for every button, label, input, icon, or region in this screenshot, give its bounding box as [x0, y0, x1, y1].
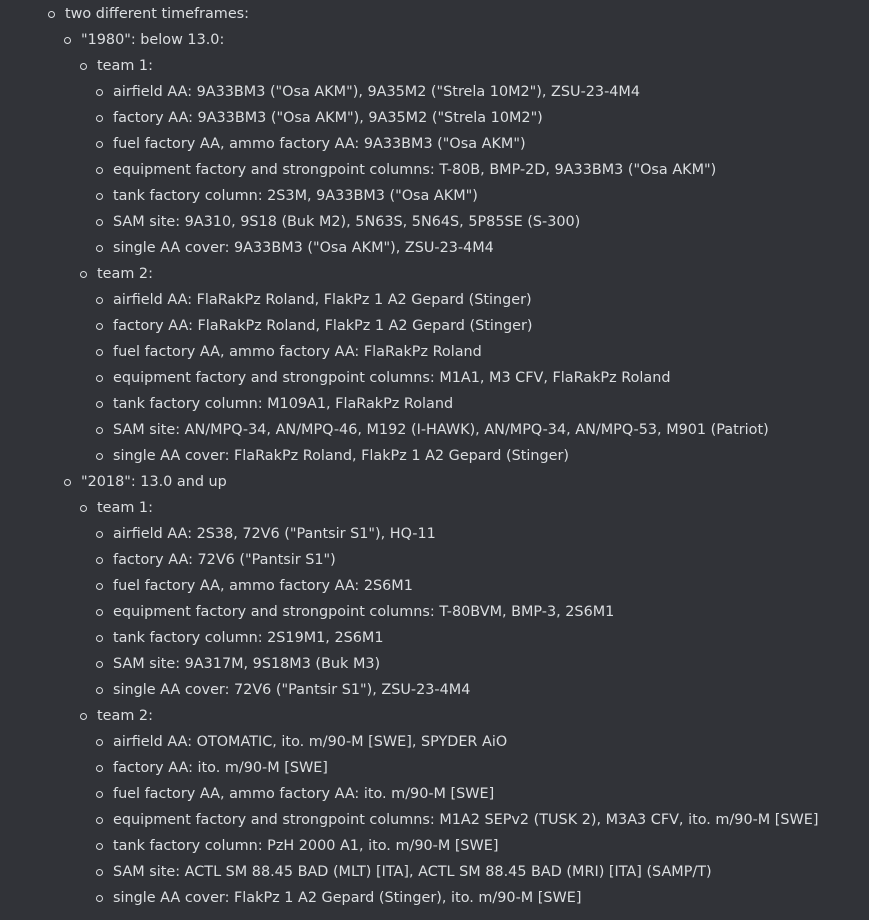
circle-bullet-icon: [96, 245, 103, 252]
list-item: [0, 131, 869, 157]
circle-bullet-icon: [96, 843, 103, 850]
list-item-text: single AA cover: 72V6 ("Pantsir S1"), ZSU-23-4M4: [113, 682, 471, 698]
list-item: [0, 53, 869, 79]
list-item: [0, 573, 869, 599]
list-item-text: factory AA: FlaRakPz Roland, FlakPz 1 A2 Gepard (Stinger): [113, 318, 533, 334]
circle-bullet-icon: [96, 739, 103, 746]
list-item-text: fuel factory AA, ammo factory AA: 2S6M1: [113, 578, 413, 594]
list-item-text: equipment factory and strongpoint columns: M1A1, M3 CFV, FlaRakPz Roland: [113, 370, 671, 386]
list-item: [0, 79, 869, 105]
list-item-text: tank factory column: 2S3M, 9A33BM3 ("Osa AKM"): [113, 188, 478, 204]
list-item: [0, 729, 869, 755]
circle-bullet-icon: [96, 791, 103, 798]
list-item-text: SAM site: 9A310, 9S18 (Buk M2), 5N63S, 5N64S, 5P85SE (S-300): [113, 214, 581, 230]
list-item-text: tank factory column: M109A1, FlaRakPz Roland: [113, 396, 454, 412]
list-item: [0, 1, 869, 27]
list-item-text: factory AA: 9A33BM3 ("Osa AKM"), 9A35M2 ("Strela 10M2"): [113, 110, 543, 126]
list-item: [0, 27, 869, 53]
circle-bullet-icon: [96, 323, 103, 330]
circle-bullet-icon: [80, 63, 87, 70]
circle-bullet-icon: [96, 141, 103, 148]
circle-bullet-icon: [96, 765, 103, 772]
circle-bullet-icon: [96, 609, 103, 616]
circle-bullet-icon: [96, 895, 103, 902]
list-item: [0, 807, 869, 833]
circle-bullet-icon: [96, 453, 103, 460]
list-item: [0, 287, 869, 313]
circle-bullet-icon: [80, 505, 87, 512]
circle-bullet-icon: [80, 271, 87, 278]
list-item: [0, 521, 869, 547]
list-item: [0, 313, 869, 339]
circle-bullet-icon: [48, 11, 55, 18]
list-item-text: single AA cover: 9A33BM3 ("Osa AKM"), ZSU-23-4M4: [113, 240, 494, 256]
list-item: [0, 469, 869, 495]
circle-bullet-icon: [96, 115, 103, 122]
list-item-text: team 1:: [97, 58, 153, 74]
list-item: [0, 703, 869, 729]
circle-bullet-icon: [96, 193, 103, 200]
list-item: [0, 417, 869, 443]
list-item-text: two different timeframes:: [65, 6, 250, 22]
list-item: [0, 391, 869, 417]
list-item-text: fuel factory AA, ammo factory AA: ito. m/90-M [SWE]: [113, 786, 495, 802]
list-item: [0, 495, 869, 521]
list-item-text: "1980": below 13.0:: [81, 32, 225, 48]
list-item: [0, 547, 869, 573]
circle-bullet-icon: [96, 349, 103, 356]
circle-bullet-icon: [96, 219, 103, 226]
circle-bullet-icon: [96, 375, 103, 382]
circle-bullet-icon: [96, 869, 103, 876]
list-item: [0, 833, 869, 859]
list-item-text: factory AA: 72V6 ("Pantsir S1"): [113, 552, 336, 568]
list-item: [0, 625, 869, 651]
circle-bullet-icon: [96, 401, 103, 408]
list-item-text: "2018": 13.0 and up: [81, 474, 227, 490]
list-item: [0, 755, 869, 781]
list-item-text: team 2:: [97, 266, 153, 282]
list-item-text: SAM site: 9A317M, 9S18M3 (Buk M3): [113, 656, 381, 672]
list-item-text: team 1:: [97, 500, 153, 516]
list-item: [0, 885, 869, 911]
list-item: [0, 443, 869, 469]
list-item-text: single AA cover: FlaRakPz Roland, FlakPz 1 A2 Gepard (Stinger): [113, 448, 570, 464]
circle-bullet-icon: [96, 635, 103, 642]
list-item-text: airfield AA: 9A33BM3 ("Osa AKM"), 9A35M2 ("Strela 10M2"), ZSU-23-4M4: [113, 84, 641, 100]
circle-bullet-icon: [96, 89, 103, 96]
list-item-text: team 2:: [97, 708, 153, 724]
list-item-text: factory AA: ito. m/90-M [SWE]: [113, 760, 328, 776]
list-item-text: tank factory column: 2S19M1, 2S6M1: [113, 630, 384, 646]
circle-bullet-icon: [80, 713, 87, 720]
list-item: [0, 859, 869, 885]
list-item-text: airfield AA: 2S38, 72V6 ("Pantsir S1"), HQ-11: [113, 526, 436, 542]
list-item-text: equipment factory and strongpoint columns: M1A2 SEPv2 (TUSK 2), M3A3 CFV, ito. m/90-M [SWE]: [113, 812, 819, 828]
circle-bullet-icon: [96, 687, 103, 694]
list-item-text: fuel factory AA, ammo factory AA: FlaRakPz Roland: [113, 344, 482, 360]
list-item: [0, 261, 869, 287]
list-item-text: SAM site: AN/MPQ-34, AN/MPQ-46, M192 (I-HAWK), AN/MPQ-34, AN/MPQ-53, M901 (Patriot): [113, 422, 769, 438]
list-item: [0, 365, 869, 391]
list-item: [0, 209, 869, 235]
list-item: [0, 781, 869, 807]
list-item: [0, 651, 869, 677]
list-item: [0, 677, 869, 703]
list-item-text: fuel factory AA, ammo factory AA: 9A33BM3 ("Osa AKM"): [113, 136, 526, 152]
circle-bullet-icon: [96, 661, 103, 668]
list-item: [0, 235, 869, 261]
circle-bullet-icon: [96, 297, 103, 304]
circle-bullet-icon: [96, 557, 103, 564]
list-item-text: equipment factory and strongpoint columns: T-80B, BMP-2D, 9A33BM3 ("Osa AKM"): [113, 162, 717, 178]
list-item-text: tank factory column: PzH 2000 A1, ito. m/90-M [SWE]: [113, 838, 499, 854]
circle-bullet-icon: [64, 37, 71, 44]
list-item-text: equipment factory and strongpoint columns: T-80BVM, BMP-3, 2S6M1: [113, 604, 615, 620]
circle-bullet-icon: [96, 531, 103, 538]
list-item: [0, 157, 869, 183]
list-item-text: SAM site: ACTL SM 88.45 BAD (MLT) [ITA], ACTL SM 88.45 BAD (MRI) [ITA] (SAMP/T): [113, 864, 712, 880]
list-item: [0, 105, 869, 131]
circle-bullet-icon: [96, 427, 103, 434]
list-item-text: airfield AA: FlaRakPz Roland, FlakPz 1 A2 Gepard (Stinger): [113, 292, 532, 308]
list-item: [0, 339, 869, 365]
list-item-text: single AA cover: FlakPz 1 A2 Gepard (Stinger), ito. m/90-M [SWE]: [113, 890, 582, 906]
list-item: [0, 183, 869, 209]
circle-bullet-icon: [64, 479, 71, 486]
circle-bullet-icon: [96, 167, 103, 174]
list-item: [0, 599, 869, 625]
list-item-text: airfield AA: OTOMATIC, ito. m/90-M [SWE], SPYDER AiO: [113, 734, 508, 750]
circle-bullet-icon: [96, 817, 103, 824]
circle-bullet-icon: [96, 583, 103, 590]
